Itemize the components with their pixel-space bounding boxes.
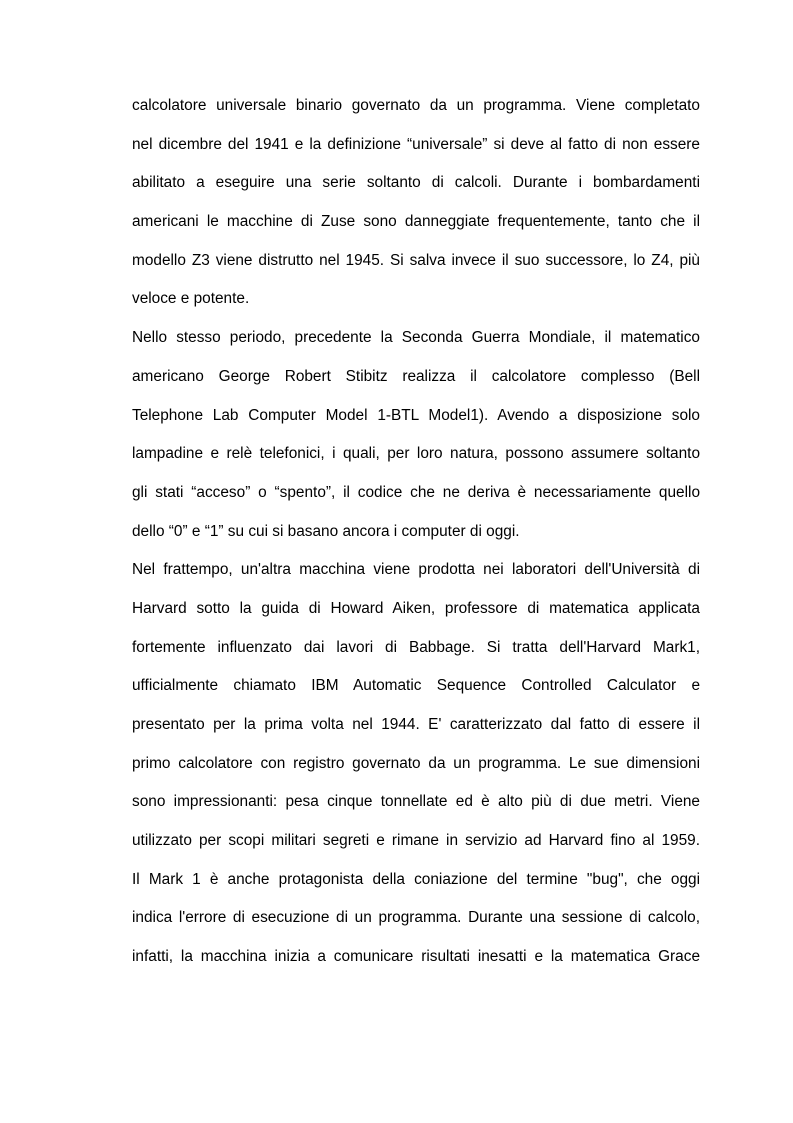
text-line: nel dicembre del 1941 e la definizione “universale” si deve al fatto di non essere xyxy=(132,135,700,153)
text-line: lampadine e relè telefonici, i quali, per loro natura, possono assumere soltanto xyxy=(132,445,700,463)
text-line: presentato per la prima volta nel 1944. E' caratterizzato dal fatto di essere il xyxy=(132,716,700,733)
text-line: modello Z3 viene distrutto nel 1945. Si salva invece il suo successore, lo Z4, più xyxy=(132,251,700,269)
text-line: Il Mark 1 è anche protagonista della coniazione del termine "bug", che oggi xyxy=(132,870,700,888)
text-line: primo calcolatore con registro governato da un programma. Le sue dimensioni xyxy=(132,754,700,772)
text-line: gli stati “acceso” o “spento”, il codice che ne deriva è necessariamente quello xyxy=(132,483,700,501)
text-line: Nel frattempo, un'altra macchina viene prodotta nei laboratori dell'Università di xyxy=(132,561,700,579)
text-line: americani le macchine di Zuse sono danneggiate frequentemente, tanto che il xyxy=(132,213,700,231)
body-text xyxy=(132,93,700,983)
text-line: americano George Robert Stibitz realizza il calcolatore complesso (Bell xyxy=(132,367,700,385)
text-line: abilitato a eseguire una serie soltanto di calcoli. Durante i bombardamenti xyxy=(132,174,700,192)
text-line: calcolatore universale binario governato da un programma. Viene completato xyxy=(132,97,700,114)
text-line: Telephone Lab Computer Model 1-BTL Model1). Avendo a disposizione solo xyxy=(132,406,700,424)
text-line: Nello stesso periodo, precedente la Seconda Guerra Mondiale, il matematico xyxy=(132,329,700,347)
text-line: indica l'errore di esecuzione di un programma. Durante una sessione di calcolo, xyxy=(132,909,700,927)
text-line: Harvard sotto la guida di Howard Aiken, professore di matematica applicata xyxy=(132,599,700,617)
text-line: sono impressionanti: pesa cinque tonnellate ed è alto più di due metri. Viene xyxy=(132,793,700,811)
text-line: utilizzato per scopi militari segreti e rimane in servizio ad Harvard fino al 1959. xyxy=(132,832,700,850)
text-line: infatti, la macchina inizia a comunicare risultati inesatti e la matematica Grace xyxy=(132,948,700,966)
text-line: dello “0” e “1” su cui si basano ancora i computer di oggi. xyxy=(132,522,520,540)
text-line: fortemente influenzato dai lavori di Babbage. Si tratta dell'Harvard Mark1, xyxy=(132,638,700,656)
text-line: veloce e potente. xyxy=(132,290,250,308)
text-line: ufficialmente chiamato IBM Automatic Sequence Controlled Calculator e xyxy=(132,677,700,695)
